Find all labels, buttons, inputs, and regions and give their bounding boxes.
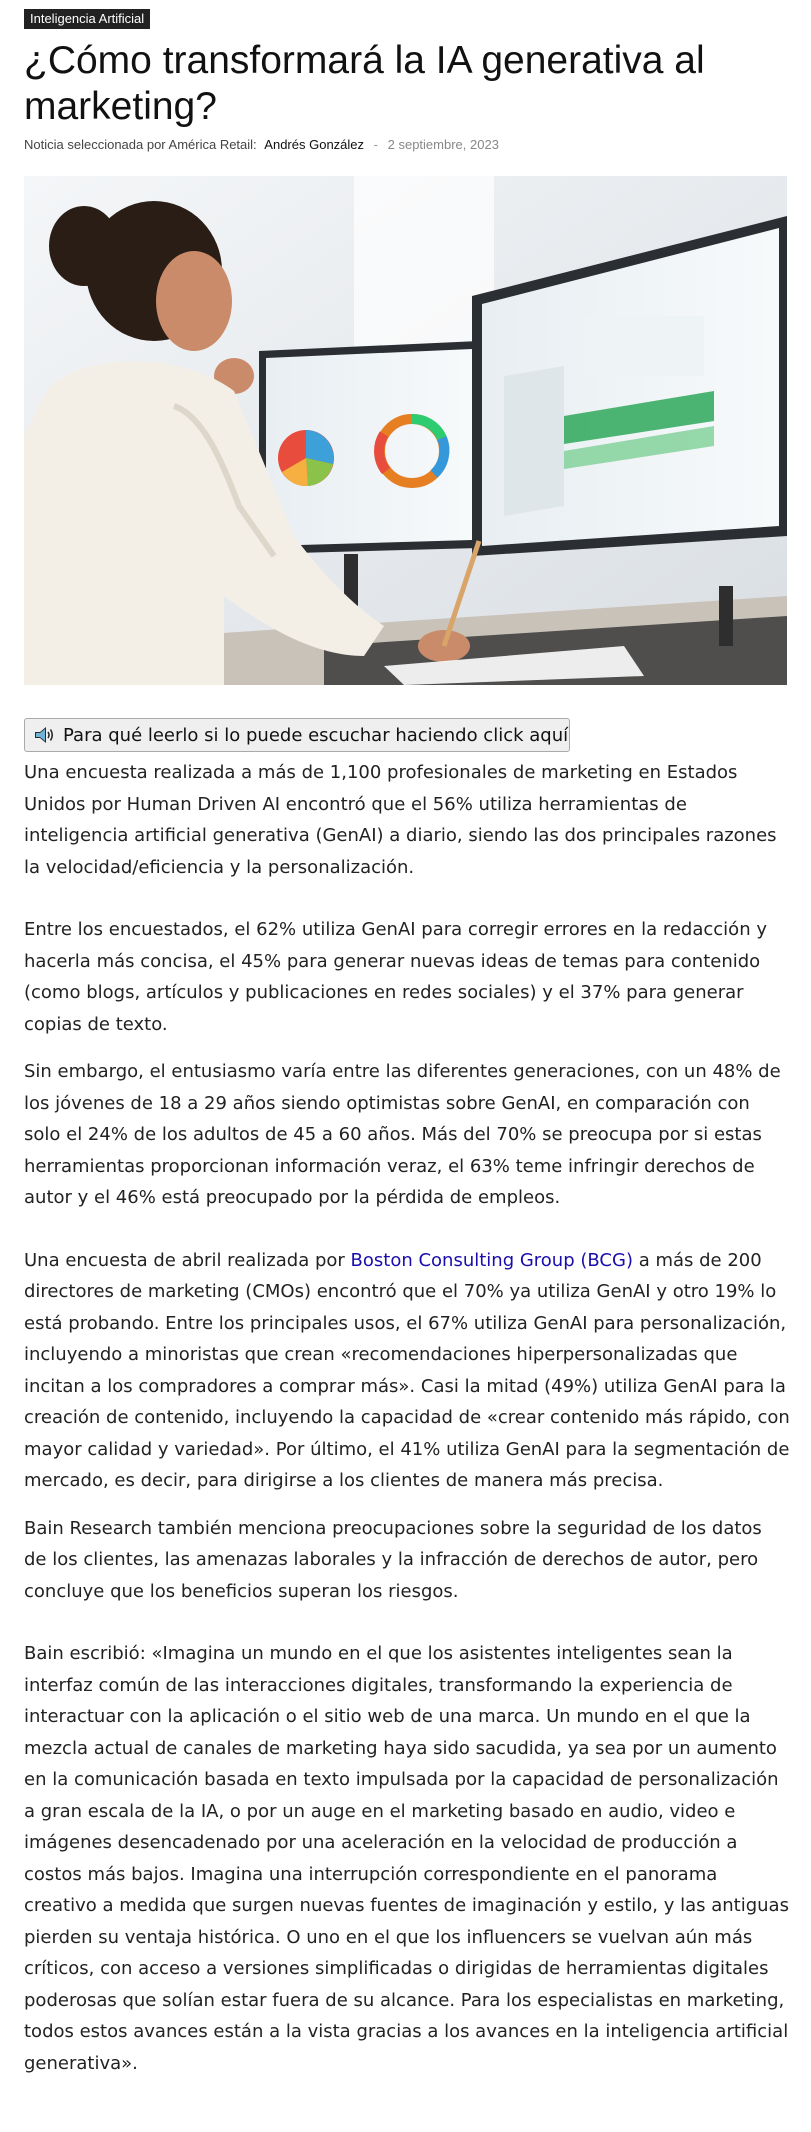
- article-body: [24, 757, 790, 2079]
- category-badge[interactable]: Inteligencia Artificial: [24, 9, 150, 29]
- paragraph-4-end: a más de 200 directores de marketing (CMOs) encontró que el 70% ya utiliza GenAI y otro 19% lo está probando. Entre los principales usos, el 67% utiliza GenAI para personalización, incluyendo a minoristas que crean «recomendaciones hiperpersonalizadas que incitan a los compradores a comprar más». Casi la mitad (49%) utiliza GenAI para la creación de contenido, incluyendo la capacidad de «crear contenido más rápido, con mayor calidad y variedad». Por último, el 41% utiliza GenAI para la segmentación de mercado, es decir, para dirigirse a los clientes de manera más precisa.: [24, 1249, 790, 1491]
- paragraph-2: Entre los encuestados, el 62% utiliza GenAI para corregir errores en la redacción y hacerla más concisa, el 45% para generar nuevas ideas de temas para contenido (como blogs, artículos y publicaciones en redes sociales) y el 37% para generar copias de texto.: [24, 919, 767, 1035]
- paragraph-5: Bain Research también menciona preocupaciones sobre la seguridad de los datos de los clientes, las amenazas laborales y la infracción de derechos de autor, pero concluye que los beneficios superan los riesgos.: [24, 1517, 762, 1602]
- paragraph-6: Bain escribió: «Imagina un mundo en el que los asistentes inteligentes sean la interfaz común de las interacciones digitales, transformando la experiencia de interactuar con la aplicación o el sitio web de una marca. Un mundo en el que la mezcla actual de canales de marketing haya sido sacudida, ya sea por un aumento en la comunicación basada en texto impulsada por la capacidad de personalización a gran escala de la IA, o por un auge en el marketing basado en audio, video e imágenes desencadenado por una aceleración en la velocidad de producción a costos más bajos. Imagina una interrupción correspondiente en el panorama creativo a medida que surgen nuevas fuentes de imaginación y estilo, y las antiguas pierden su ventaja histórica. O uno en el que los influencers se vuelvan aún más críticos, con acceso a versiones simplificadas o dirigidas de herramientas digitales poderosas que solían estar fuera de su alcance. Para los especialistas en marketing, todos estos avances están a la vista gracias a los avances en la inteligencia artificial generativa».: [24, 1643, 789, 2074]
- woman-analyzing-charts-image: [24, 176, 787, 685]
- publish-date: 2 septiembre, 2023: [387, 137, 499, 152]
- paragraph-4-start: Una encuesta de abril realizada por: [24, 1249, 351, 1271]
- meta-separator: -: [373, 137, 378, 152]
- article-title: ¿Cómo transformará la IA generativa al marketing?: [24, 39, 705, 128]
- listen-button[interactable]: [24, 718, 570, 752]
- paragraph-3: Sin embargo, el entusiasmo varía entre las diferentes generaciones, con un 48% de los jóvenes de 18 a 29 años siendo optimistas sobre GenAI, en comparación con solo el 24% de los adultos de 45 a 60 años. Más del 70% se preocupa por si estas herramientas proporcionan información veraz, el 63% teme infringir derechos de autor y el 46% está preocupado por la pérdida de empleos.: [24, 1061, 781, 1208]
- author-link[interactable]: Andrés González: [264, 137, 365, 152]
- article-meta: [24, 137, 499, 152]
- paragraph-4: [24, 1245, 790, 1497]
- meta-prefix: Noticia seleccionada por América Retail:: [24, 137, 257, 152]
- paragraph-1: Una encuesta realizada a más de 1,100 profesionales de marketing en Estados Unidos por Human Driven AI encontró que el 56% utiliza herramientas de inteligencia artificial generativa (GenAI) a diario, siendo las dos principales razones la velocidad/eficiencia y la personalización.: [24, 762, 777, 878]
- listen-button-label: Para qué leerlo si lo puede escuchar haciendo click aquí: [63, 724, 569, 746]
- bcg-link[interactable]: Boston Consulting Group (BCG): [350, 1249, 633, 1271]
- hero-image: [24, 176, 787, 685]
- speaker-icon: [33, 725, 55, 745]
